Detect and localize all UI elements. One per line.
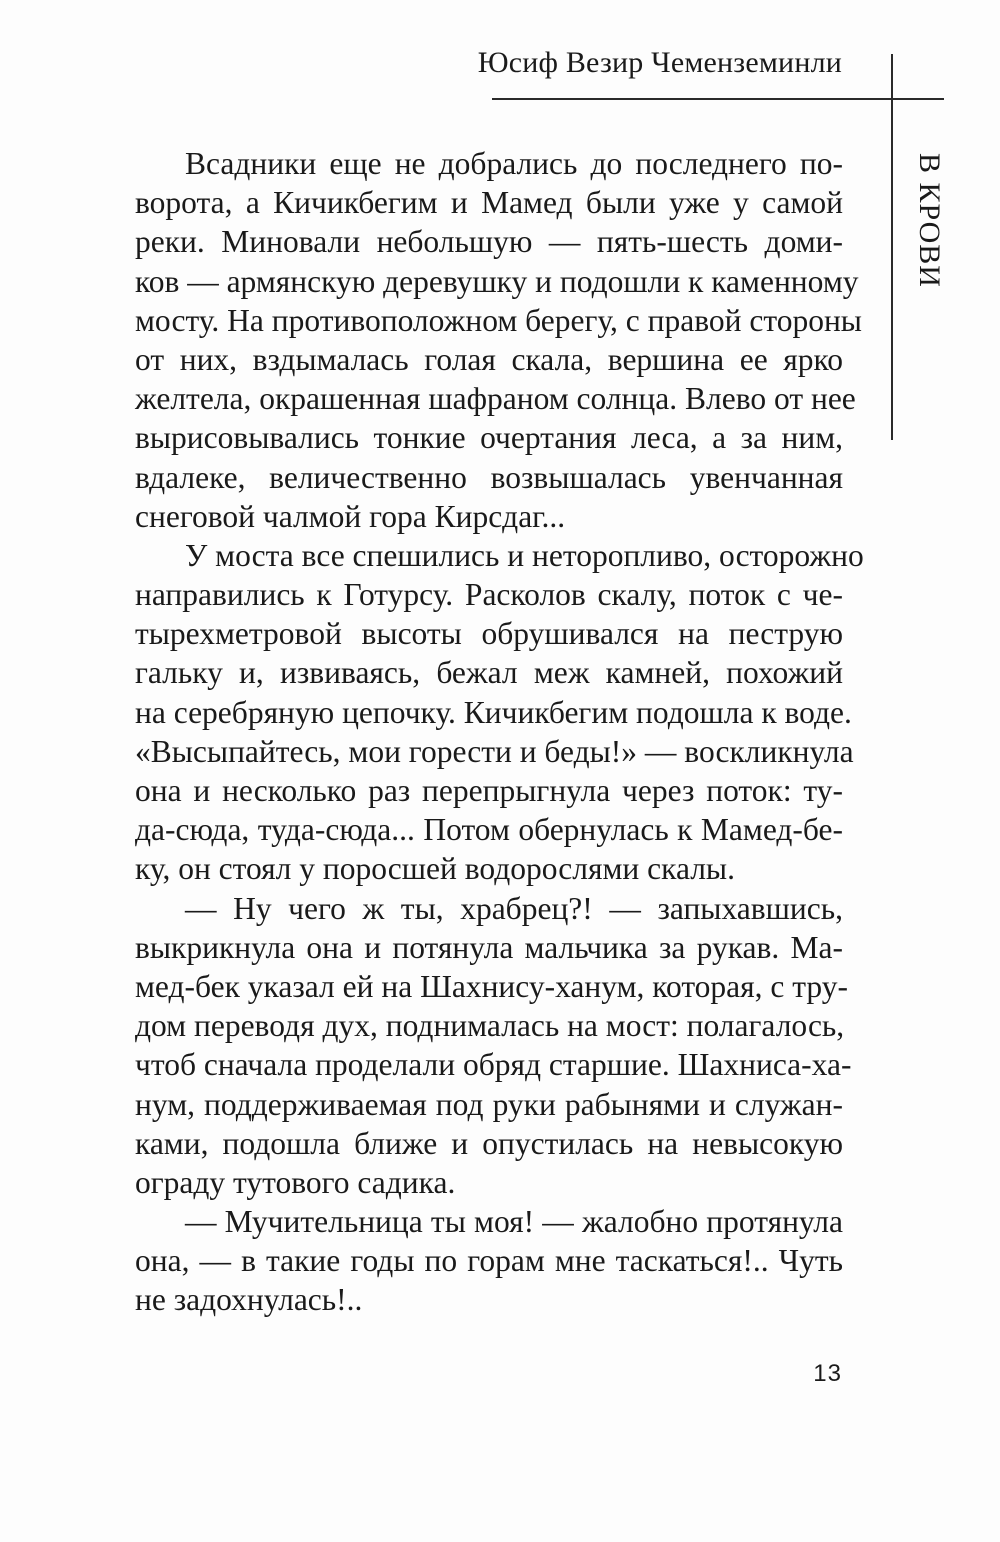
text-line: мед-бек указал ей на Шахнису-ханум, которая, с тру-: [135, 968, 848, 1004]
text-line: — Мучительница ты моя! — жалобно протянула: [185, 1204, 843, 1240]
header-rule-vertical: [891, 54, 893, 440]
text-line: «Высыпайтесь, мои горести и беды!» — воскликнула: [135, 733, 854, 769]
text-line: Всадники еще не добрались до последнего по-: [185, 146, 843, 181]
text-line: на серебряную цепочку. Кичикбегим подошла к воде.: [135, 694, 852, 730]
running-head-author: Юсиф Везир Чеменземинли: [477, 46, 842, 79]
text-line: дом переводя дух, поднималась на мост: полагалось,: [135, 1008, 845, 1044]
text-line: ограду тутового садика.: [135, 1164, 456, 1200]
text-line: ку, он стоял у поросшей водорослями скалы.: [135, 851, 735, 887]
text-line: снеговой чалмой гора Кирсдаг...: [135, 498, 566, 534]
text-line: да-сюда, туда-сюда... Потом обернулась к Мамед-бе-: [135, 812, 843, 848]
text-line: гальку и, извиваясь, бежал меж камней, похожий: [135, 655, 843, 691]
text-line: выкрикнула она и потянула мальчика за рукав. Ма-: [135, 929, 843, 965]
text-line: желтела, окрашенная шафраном солнца. Влево от нее: [135, 381, 856, 417]
text-line: вырисовывались тонкие очертания леса, а за ним,: [135, 420, 843, 456]
text-line: вдалеке, величественно возвышалась увенчанная: [135, 459, 843, 495]
text-line: ков — армянскую деревушку и подошли к каменному: [135, 263, 859, 299]
text-line: нум, поддерживаемая под руки рабынями и служан-: [135, 1086, 843, 1122]
text-line: чтоб сначала проделали обряд старшие. Шахниса-ха-: [135, 1047, 852, 1083]
text-line: ками, подошла ближе и опустилась на невысокую: [135, 1125, 843, 1161]
side-title-vertical: В КРОВИ: [913, 153, 946, 288]
text-line: ворота, а Кичикбегим и Мамед были уже у самой: [135, 185, 843, 221]
text-line: реки. Миновали небольшую — пять-шесть доми-: [135, 224, 843, 260]
header-rule-horizontal: [492, 98, 944, 100]
text-line: она и несколько раз перепрыгнула через поток: ту-: [135, 773, 843, 808]
text-line: от них, вздымалась голая скала, вершина ее ярко: [135, 341, 843, 377]
text-line: не задохнулась!..: [135, 1282, 363, 1318]
text-line: У моста все спешились и неторопливо, осторожно: [185, 537, 864, 573]
text-line: мосту. На противоположном берегу, с правой стороны: [135, 302, 862, 338]
page-number: 13: [813, 1360, 842, 1387]
text-line: — Ну чего ж ты, храбрец?! — запыхавшись,: [185, 890, 843, 926]
text-line: тырехметровой высоты обрушивался на пеструю: [135, 616, 843, 652]
text-line: она, — в такие годы по горам мне таскаться!.. Чуть: [135, 1243, 843, 1279]
body-text: [135, 144, 864, 1320]
text-line: направились к Готурсу. Расколов скалу, поток с че-: [135, 577, 843, 613]
